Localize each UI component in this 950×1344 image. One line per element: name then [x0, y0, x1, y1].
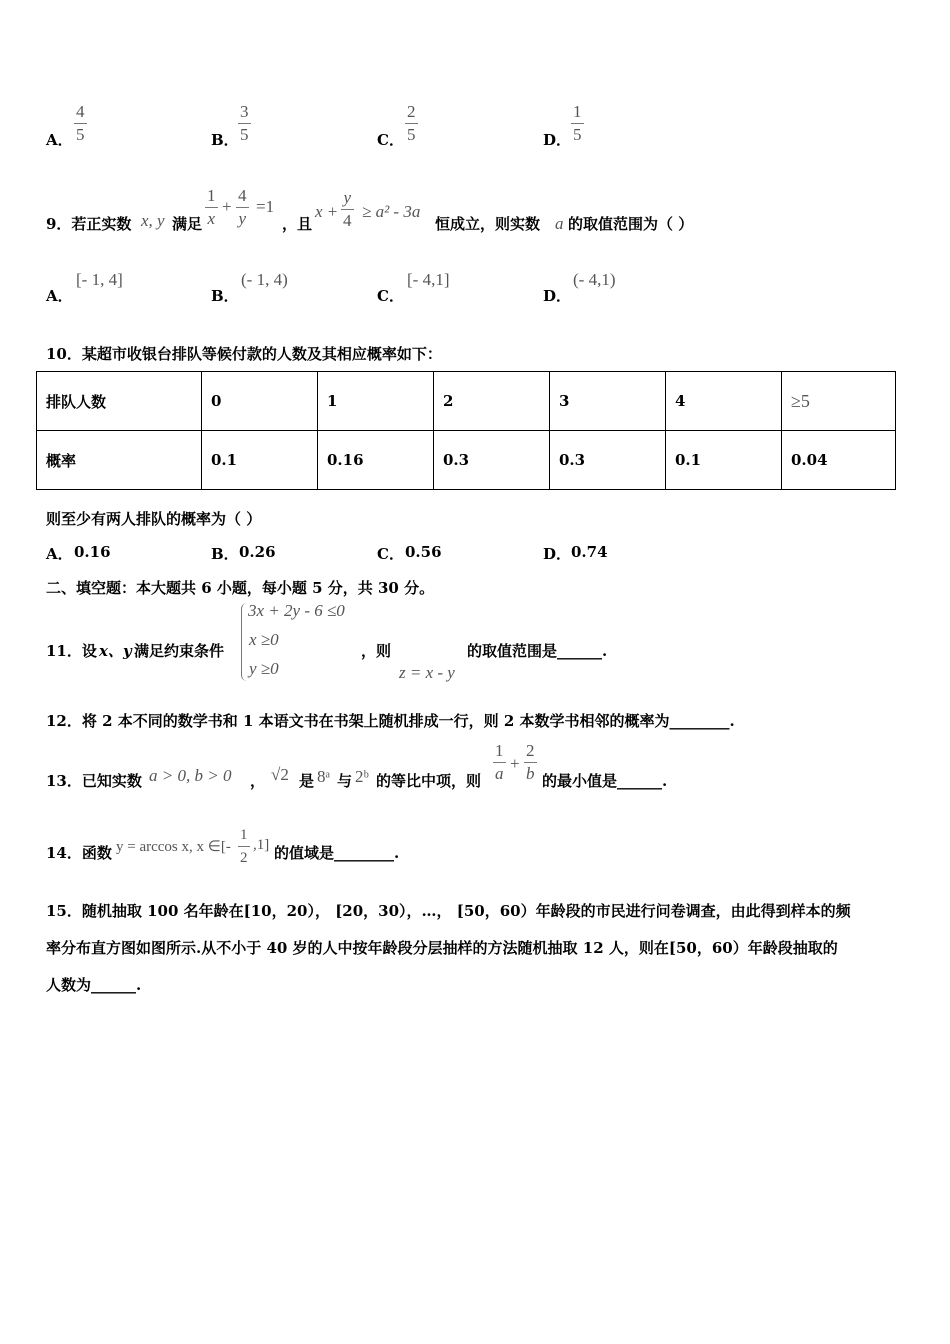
q9-option-b-label: B． — [211, 287, 239, 305]
q10-option-b-label: B． — [211, 545, 239, 563]
q9-option-b-value: (- 1, 4) — [241, 270, 288, 289]
q9-frac-4-over-y: 4 y — [238, 186, 247, 228]
q14-prefix: 14．函数 — [46, 844, 112, 862]
section-2-heading: 二、填空题：本大题共 6 小题，每小题 5 分，共 30 分。 — [46, 579, 435, 597]
q9-plus: + — [222, 197, 232, 216]
q9-lhs: x + — [315, 202, 339, 221]
q13-condition: a > 0, b > 0 — [149, 766, 232, 785]
q13-suffix: 的最小值是______. — [542, 772, 668, 790]
q8-option-b-value: 3 5 — [240, 102, 249, 144]
q13-exp-8a: 8ᵃ — [317, 767, 331, 786]
q9-frac-1-over-x: 1 x — [207, 186, 216, 228]
q11-mid: 满足约束条件 — [134, 642, 225, 660]
q13-exp-2b: 2ᵇ — [355, 767, 369, 786]
q10-stem: 10．某超市收银台排队等候付款的人数及其相应概率如下： — [46, 345, 442, 363]
q9-option-c-value: [- 4,1] — [407, 270, 450, 289]
q13-frac-1-over-a: 1 a — [495, 741, 504, 783]
q10-option-a-label: A． — [46, 545, 73, 563]
q15-line-1: 15．随机抽取 100 名年龄在[10，20）， [20，30），…， [50，60）年龄段的市民进行问卷调查，由此得到样本的频 — [46, 902, 851, 920]
q13-prefix: 13．已知实数 — [46, 772, 142, 790]
q13-plus: + — [510, 754, 520, 773]
q11-constraint-3: y ≥0 — [249, 659, 279, 678]
table-cell: 0.1 — [666, 431, 782, 490]
table-cell: 0.3 — [434, 431, 550, 490]
q10-question: 则至少有两人排队的概率为（ ） — [46, 510, 262, 528]
q9-frac-y-over-4: y 4 — [343, 188, 352, 230]
q13-frac-2-over-b: 2 b — [526, 741, 535, 783]
q9-option-a-value: [- 1, 4] — [76, 270, 123, 289]
q9-prefix: 9．若正实数 — [46, 215, 132, 233]
q9-option-d-value: (- 4,1) — [573, 270, 616, 289]
q10-option-a-value: 0.16 — [74, 543, 111, 561]
q10-option-c-label: C． — [377, 545, 404, 563]
q9-option-a-label: A． — [46, 287, 73, 305]
table-cell: 概率 — [37, 431, 202, 490]
q10-option-d-label: D． — [543, 545, 572, 563]
q13-mid2: 与 — [337, 772, 353, 790]
q10-probability-table — [36, 371, 896, 490]
table-cell: 1 — [318, 372, 434, 431]
q9-mid2: ，且 — [282, 215, 313, 233]
q10-option-c-value: 0.56 — [405, 543, 442, 561]
q11-comma: ，则 — [361, 642, 392, 660]
q10-option-d-value: 0.74 — [571, 543, 608, 561]
q14-expr-1: y = arccos x, x ∈[- — [116, 839, 231, 855]
table-cell: 4 — [666, 372, 782, 431]
table-cell: 2 — [434, 372, 550, 431]
q11-prefix: 11．设 — [46, 642, 97, 660]
table-cell: 0.3 — [550, 431, 666, 490]
table-cell: ≥5 — [782, 372, 896, 431]
q13-mid1: 是 — [299, 772, 315, 790]
question-12: 12．将 2 本不同的数学书和 1 本语文书在书架上随机排成一行，则 2 本数学书相邻的概率为________. — [46, 712, 735, 730]
table-cell: 排队人数 — [37, 372, 202, 431]
q9-rhs: ≥ a² - 3a — [362, 202, 421, 221]
table-cell: 0.1 — [202, 431, 318, 490]
q11-z-expr: z = x - y — [399, 663, 455, 682]
q14-suffix: 的值域是________. — [274, 844, 400, 862]
table-cell: 3 — [550, 372, 666, 431]
q13-comma: ， — [250, 772, 266, 790]
q14-expr-2: ,1] — [253, 837, 270, 853]
q11-constraint-brace — [241, 603, 248, 681]
table-row — [37, 431, 896, 490]
q8-option-c-label: C． — [377, 131, 404, 149]
q8-option-c-value: 2 5 — [407, 102, 416, 144]
q14-frac-1-over-2: 1 2 — [240, 827, 248, 866]
q9-mid1: 满足 — [172, 215, 203, 233]
q9-var-a: a — [555, 214, 564, 233]
q11-suffix: 的取值范围是______. — [467, 642, 608, 660]
q8-option-b-label: B． — [211, 131, 239, 149]
q9-option-c-label: C． — [377, 287, 404, 305]
q10-option-b-value: 0.26 — [239, 543, 276, 561]
table-cell: 0.04 — [782, 431, 896, 490]
q13-mid3: 的等比中项，则 — [376, 772, 482, 790]
table-row — [37, 372, 896, 431]
table-cell: 0 — [202, 372, 318, 431]
q9-suffix: 的取值范围为（ ） — [568, 215, 694, 233]
q9-vars: x, y — [141, 211, 165, 230]
q15-line-3: 人数为______. — [46, 976, 142, 994]
q15-line-2: 率分布直方图如图所示.从不小于 40 岁的人中按年龄段分层抽样的方法随机抽取 12 人，则在[50，60）年龄段抽取的 — [46, 939, 838, 957]
q9-option-d-label: D． — [543, 287, 572, 305]
q11-constraint-2: x ≥0 — [249, 630, 279, 649]
q9-mid3: 恒成立，则实数 — [435, 215, 541, 233]
q13-sqrt2: √2 — [271, 765, 289, 784]
q8-option-a-label: A． — [46, 131, 73, 149]
q11-constraint-1: 3x + 2y - 6 ≤0 — [248, 601, 345, 620]
table-cell: 0.16 — [318, 431, 434, 490]
q9-eq: =1 — [256, 197, 275, 216]
q8-option-a-value: 4 5 — [76, 102, 85, 144]
q11-vars: x、y — [99, 642, 132, 660]
q8-option-d-value: 1 5 — [573, 102, 582, 144]
q8-option-d-label: D． — [543, 131, 572, 149]
